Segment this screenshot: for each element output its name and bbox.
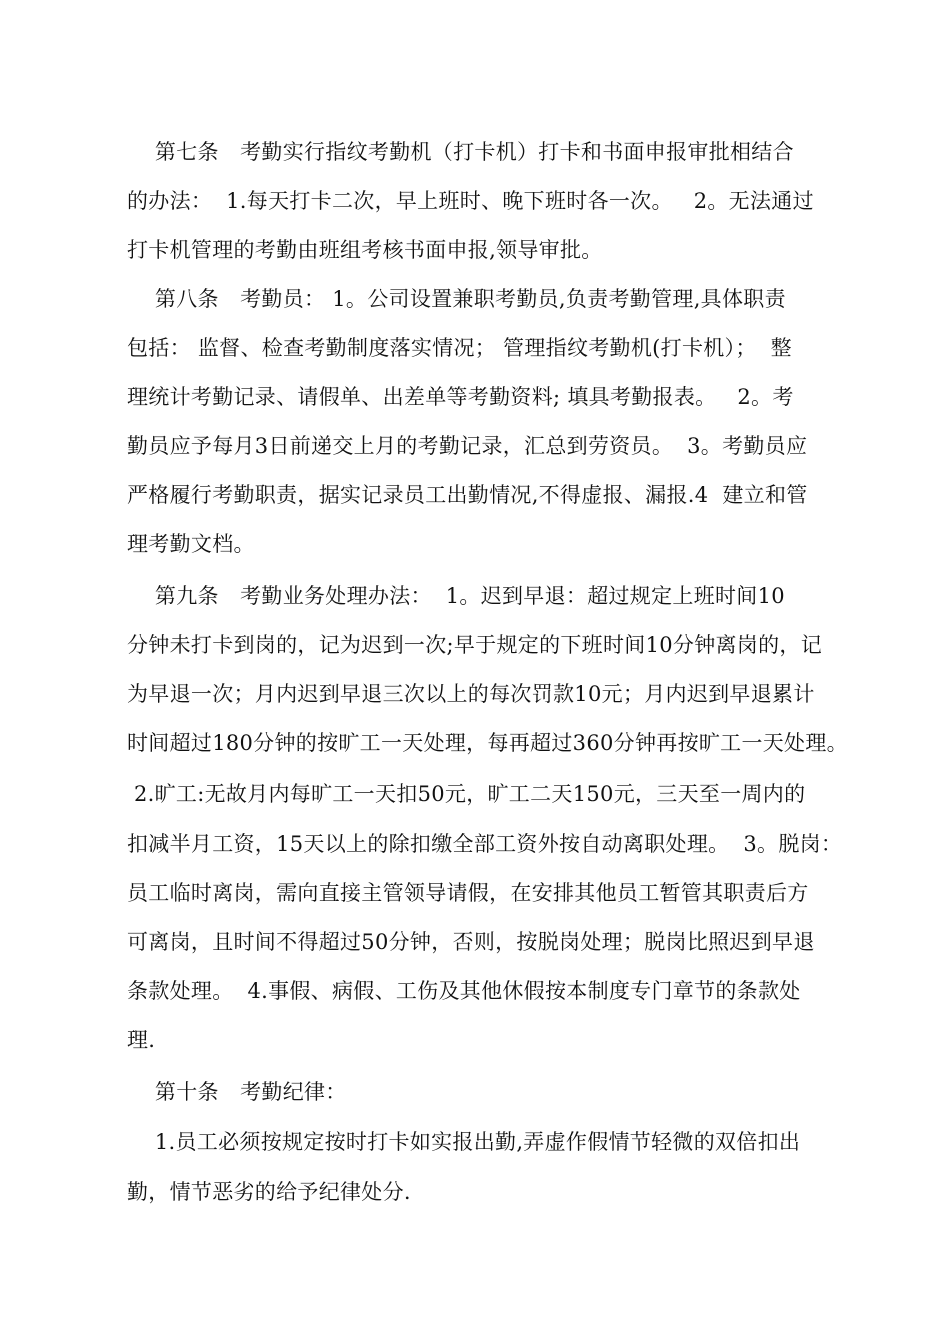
text-line-21: 1.员工必须按规定按时打卡如实报出勤,弄虚作假情节轻微的双倍扣出 bbox=[127, 1130, 801, 1154]
text-line-16: 员工临时离岗，需向直接主管领导请假，在安排其他员工暂管其职责后方 bbox=[127, 881, 809, 905]
text-line-20: 第十条 考勤纪律： bbox=[127, 1080, 347, 1104]
text-line-11: 分钟未打卡到岗的，记为迟到一次;早于规定的下班时间10分钟离岗的，记 bbox=[127, 633, 822, 657]
text-line-6: 理统计考勤记录、请假单、出差单等考勤资料; 填具考勤报表。 2。考 bbox=[127, 385, 794, 409]
text-line-2: 的办法： 1.每天打卡二次，早上班时、晚下班时各一次。 2。无法通过 bbox=[127, 189, 814, 213]
text-line-17: 可离岗，且时间不得超过50分钟，否则，按脱岗处理；脱岗比照迟到早退 bbox=[127, 930, 815, 954]
text-line-9: 理考勤文档。 bbox=[127, 532, 255, 556]
text-line-10: 第九条 考勤业务处理办法： 1。迟到早退：超过规定上班时间10 bbox=[127, 584, 785, 608]
text-line-19: 理. bbox=[127, 1028, 156, 1052]
text-line-4: 第八条 考勤员： 1。公司设置兼职考勤员,负责考勤管理,具体职责 bbox=[127, 287, 786, 311]
text-line-12: 为早退一次；月内迟到早退三次以上的每次罚款10元；月内迟到早退累计 bbox=[127, 682, 815, 706]
text-line-14: 2.旷工:无故月内每旷工一天扣50元，旷工二天150元，三天至一周内的 bbox=[127, 782, 806, 806]
text-line-18: 条款处理。 4.事假、病假、工伤及其他休假按本制度专门章节的条款处 bbox=[127, 979, 801, 1003]
text-line-13: 时间超过180分钟的按旷工一天处理，每再超过360分钟再按旷工一天处理。 bbox=[127, 731, 848, 755]
text-line-15: 扣减半月工资，15天以上的除扣缴全部工资外按自动离职处理。 3。脱岗： bbox=[127, 832, 843, 856]
text-line-7: 勤员应予每月3日前递交上月的考勤记录，汇总到劳资员。 3。考勤员应 bbox=[127, 434, 808, 458]
text-line-3: 打卡机管理的考勤由班组考核书面申报,领导审批。 bbox=[127, 238, 603, 262]
text-line-5: 包括： 监督、检查考勤制度落实情况； 管理指纹考勤机(打卡机）； 整 bbox=[127, 336, 792, 360]
text-line-1: 第七条 考勤实行指纹考勤机（打卡机）打卡和书面申报审批相结合 bbox=[127, 140, 794, 164]
text-line-22: 勤，情节恶劣的给予纪律处分. bbox=[127, 1180, 411, 1204]
text-line-8: 严格履行考勤职责，据实记录员工出勤情况,不得虚报、漏报.4 建立和管 bbox=[127, 483, 808, 507]
